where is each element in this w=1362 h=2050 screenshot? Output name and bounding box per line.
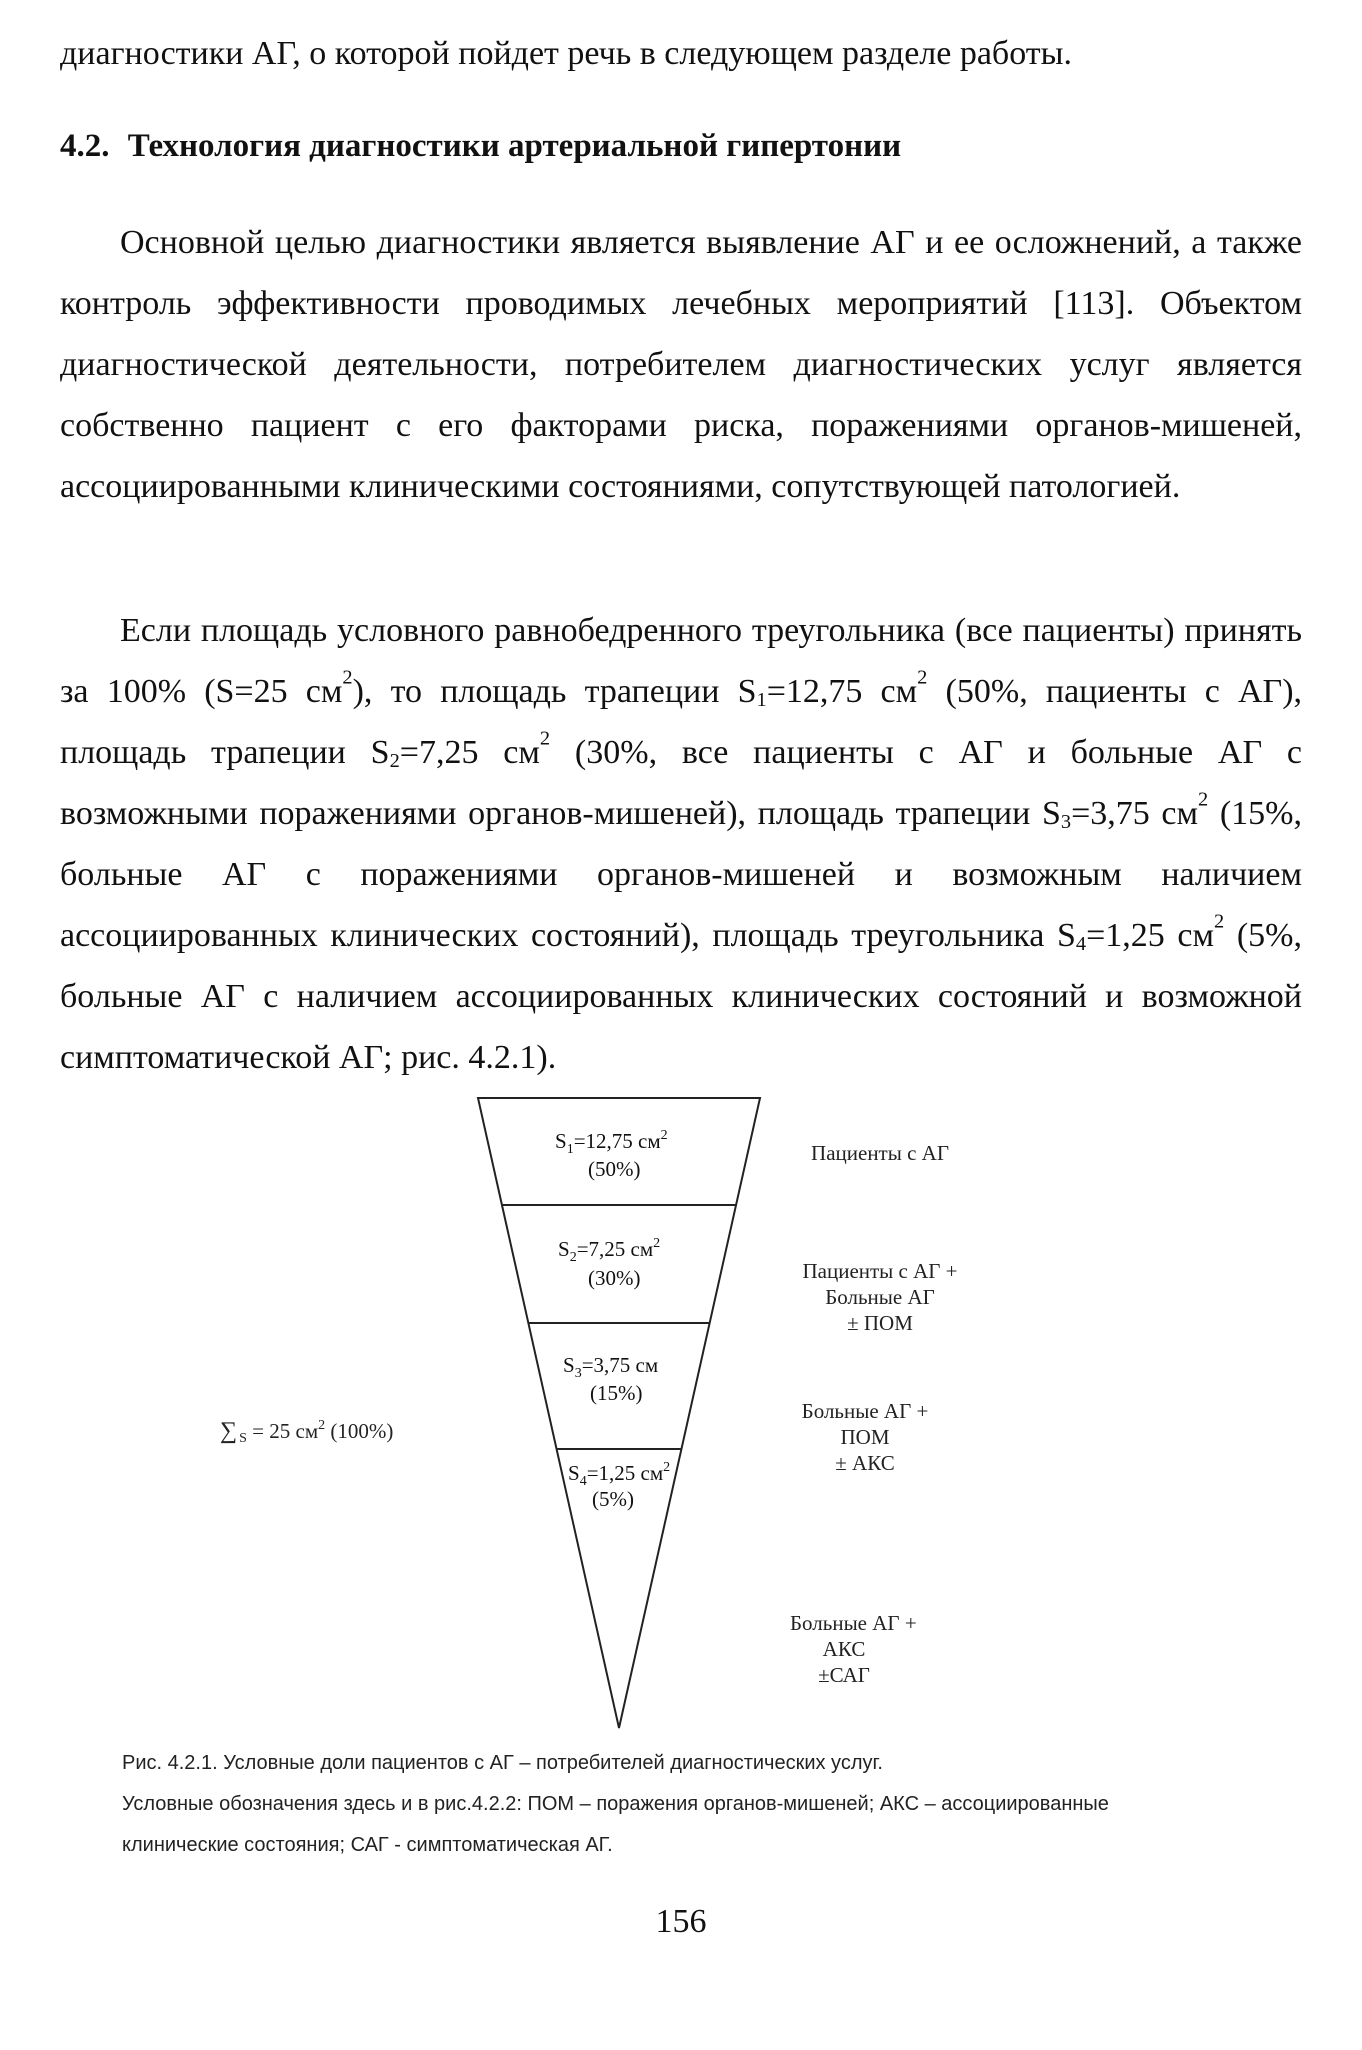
segment-share: (5%) (592, 1487, 634, 1511)
figure-legend: клинические состояния; САГ - симптоматическая АГ. (122, 1834, 613, 1856)
text-run: =7,25 см (399, 734, 540, 771)
total-area-label: ∑ S = 25 $см^2$ (100%) (220, 1418, 394, 1446)
superscript: 2 (342, 666, 353, 689)
subscript: 4 (1075, 933, 1087, 956)
group-label: АКС (822, 1637, 866, 1661)
group-label: Больные АГ + (801, 1399, 929, 1423)
text-run: =12,75 см (766, 673, 918, 710)
text-run: =1,25 см (1086, 917, 1215, 954)
paragraph-goal: Основной целью диагностики является выявление АГ и ее осложнений, а также контроль эффективности проводимых лечебных мероприятий [113]. Объектом диагностической деятельности, потребителем диагностических услуг является собственно пациент с его факторами риска, поражениями органов-мишеней, ассоциированными клиническими состояниями, сопутствующей патологией. (60, 224, 1302, 505)
text-run: ), то площадь трапеции S (352, 673, 757, 710)
patient-share-diagram (220, 1098, 1030, 1738)
superscript: 2 (539, 727, 551, 750)
text-run: =3,75 см (1071, 795, 1198, 832)
page-number: 156 (655, 1903, 707, 1940)
group-label: ± ПОМ (847, 1311, 913, 1335)
group-label: ± АКС (835, 1451, 895, 1475)
figure-caption: Рис. 4.2.1. Условные доли пациентов с АГ – потребителей диагностических услуг. (122, 1752, 883, 1774)
superscript: 2 (1198, 788, 1209, 811)
text-run: (5%, больные АГ с наличием ассоциированных клинических состояний и возможной симптоматической АГ; рис. 4.2.1). (60, 917, 1302, 1076)
segment-label: $S_2=7,25$ $см^2$ (558, 1236, 661, 1265)
subscript: 2 (389, 750, 400, 773)
group-label: Больные АГ (825, 1285, 935, 1309)
subscript: 3 (1060, 811, 1072, 834)
segment-share: (50%) (588, 1157, 641, 1181)
text-run: (50%, пациенты с АГ), площадь трапеции S (60, 673, 1303, 771)
triangle-outline (478, 1098, 760, 1728)
subscript: 1 (756, 689, 767, 712)
section-title: Технология диагностики артериальной гипертонии (127, 128, 902, 164)
segment-label: $S_1=12,75$ $см^2$ (555, 1128, 668, 1157)
segment-share: (15%) (590, 1381, 643, 1405)
segment-label: $S_3=3,75$ см (563, 1353, 659, 1381)
group-label: ПОМ (840, 1425, 890, 1449)
group-label: Больные АГ + (790, 1611, 917, 1635)
text-run: (15%, больные АГ с поражениями органов-мишеней и возможным наличием ассоциированных клинических состояний), площадь треугольника S (60, 795, 1302, 954)
group-label: Пациенты с АГ (811, 1141, 949, 1165)
group-label: Пациенты с АГ + (802, 1259, 958, 1283)
paragraph-areas (60, 600, 1302, 1088)
superscript: 2 (917, 666, 928, 689)
superscript: 2 (1214, 910, 1225, 933)
section-heading (60, 122, 901, 170)
group-label: ±САГ (818, 1663, 870, 1687)
segment-label: $S_4=1,25$ $см^2$ (568, 1460, 671, 1489)
text-run: (30%, все пациенты с АГ и больные АГ с возможными поражениями органов-мишеней), площадь трапеции S (60, 734, 1303, 832)
figure-legend: Условные обозначения здесь и в рис.4.2.2: ПОМ – поражения органов-мишеней; АКС – ассоциированные (122, 1793, 1109, 1815)
section-number: 4.2. (60, 128, 110, 164)
text-run: Если площадь условного равнобедренного треугольника (все пациенты) принять за 100% (S=25 см (60, 612, 1302, 710)
segment-share: (30%) (588, 1266, 641, 1290)
lead-line: диагностики АГ, о которой пойдет речь в следующем разделе работы. (60, 35, 1072, 72)
